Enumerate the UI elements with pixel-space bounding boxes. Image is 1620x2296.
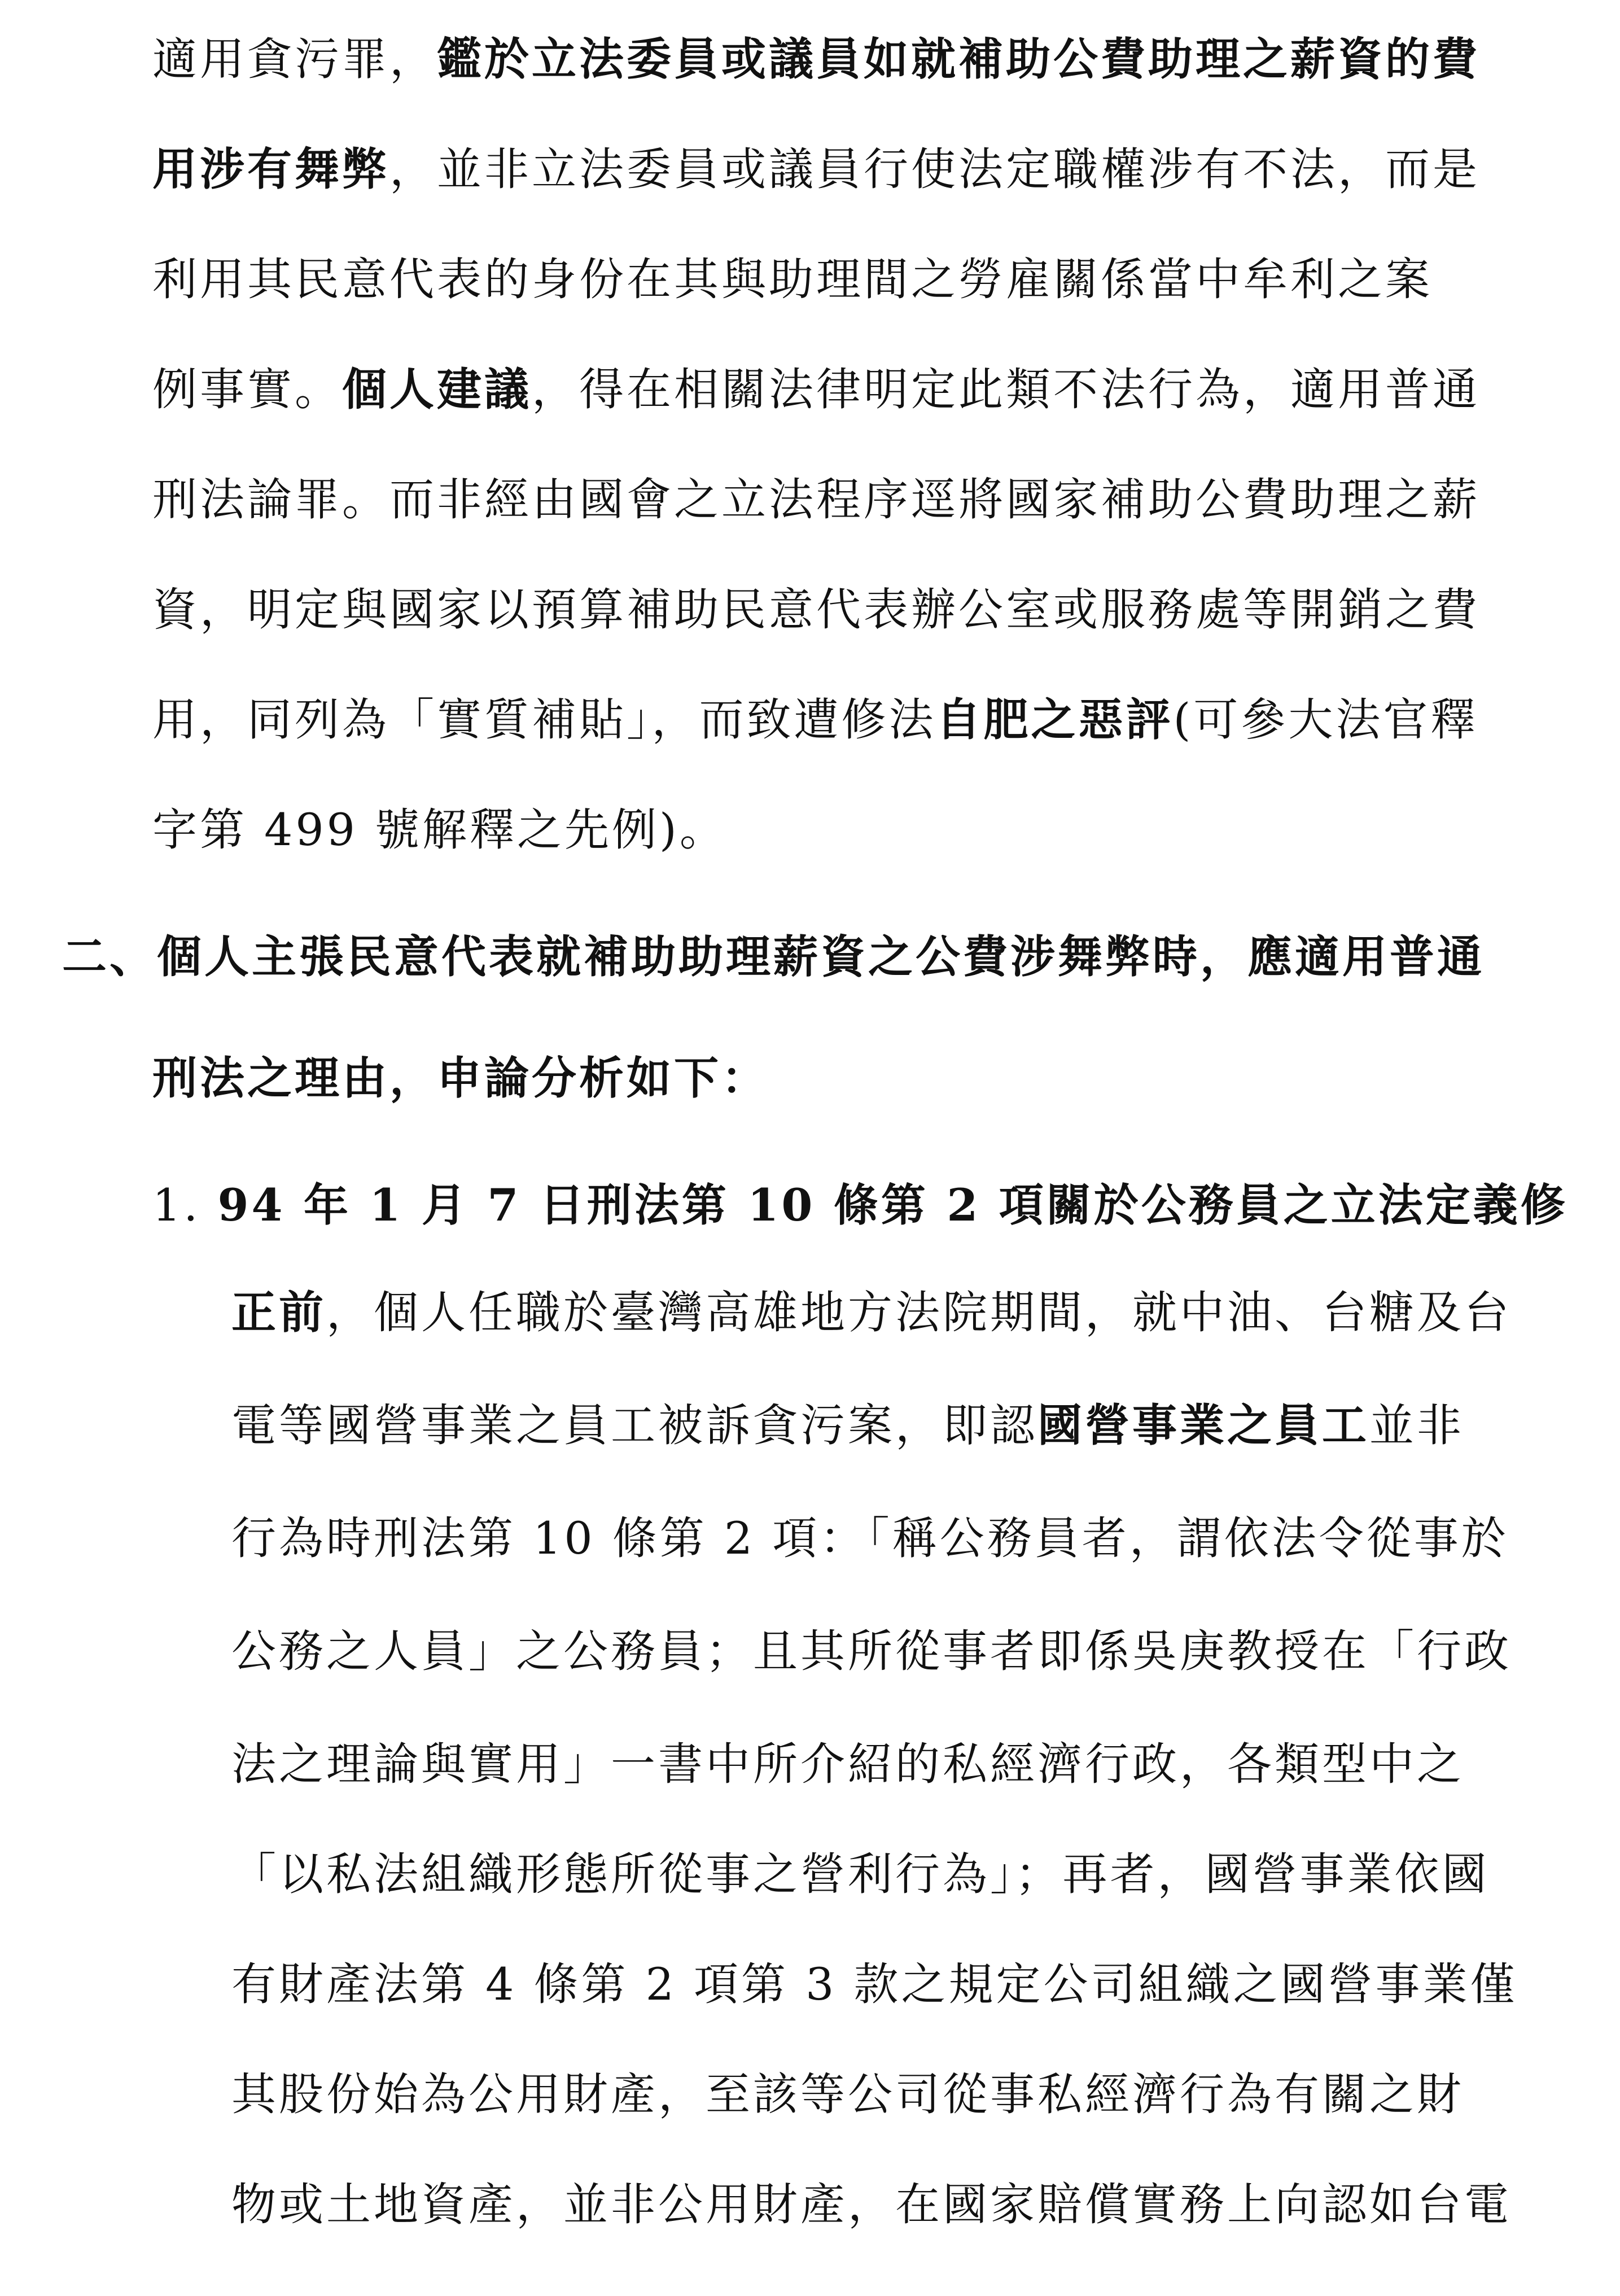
text-segment: 資，明定與國家以預算補助民意代表辦公室或服務處等開銷之費	[152, 584, 1480, 636]
section-heading	[152, 1036, 769, 1121]
bold-text-segment: 刑法之理由，申論分析如下：	[152, 1052, 769, 1104]
text-segment: 「以私法組織形態所從事之營利行為」；再者，國營事業依國	[231, 1848, 1490, 1900]
bold-text-segment: 自肥之惡評	[936, 693, 1174, 746]
text-segment: 適用貪污罪，	[152, 33, 437, 85]
bold-text-segment: 鑑於立法委員或議員如就補助公費助理之薪資的費	[437, 33, 1480, 85]
text-segment: 有財產法第 4 條第 2 項第 3 款之規定公司組織之國營事業僅	[231, 1958, 1518, 2010]
text-segment: (可參大法官釋	[1173, 694, 1478, 746]
text-segment: 字第 499 號解釋之先例)。	[152, 804, 727, 856]
text-segment: 利用其民意代表的身份在其與助理間之勞雇關係當中牟利之案	[152, 253, 1433, 305]
text-segment: 刑法論罪。而非經由國會之立法程序逕將國家補助公費助理之薪	[152, 474, 1480, 526]
text-segment: ，並非立法委員或議員行使法定職權涉有不法，而是	[389, 143, 1480, 195]
text-line	[152, 127, 1480, 212]
text-segment: 1.	[152, 1179, 218, 1231]
text-line	[152, 677, 1478, 762]
bold-text-segment: 個人建議	[342, 363, 532, 416]
bold-text-segment: 94 年 1 月 7 日刑法第 10 條第 2 項關於公務員之立法定義修	[217, 1179, 1568, 1231]
text-line	[231, 1496, 1509, 1581]
text-segment: 物或土地資產，並非公用財產，在國家賠償實務上向認如台電	[231, 2179, 1512, 2231]
text-segment: 公務之人員」之公務員；且其所從事者即係吳庚教授在「行政	[231, 1625, 1512, 1677]
section-heading	[62, 915, 1485, 999]
text-line	[152, 347, 1480, 432]
bold-text-segment: 正前	[231, 1286, 326, 1339]
text-line	[152, 457, 1480, 542]
text-segment: 行為時刑法第 10 條第 2 項：「稱公務員者，謂依法令從事於	[231, 1512, 1509, 1564]
text-segment: 並非	[1369, 1400, 1464, 1451]
bold-text-segment: 用涉有舞弊	[152, 143, 389, 195]
text-line	[231, 1832, 1490, 1917]
text-segment: ，得在相關法律明定此類不法行為，適用普通	[532, 364, 1480, 416]
text-line	[231, 2052, 1464, 2137]
text-segment: 電等國營事業之員工被訴貪污案，即認	[231, 1400, 1037, 1451]
text-line	[231, 1609, 1512, 1694]
text-line	[152, 567, 1480, 652]
list-item-heading	[152, 1163, 1568, 1248]
text-segment: 其股份始為公用財產，至該等公司從事私經濟行為有關之財	[231, 2068, 1464, 2120]
bold-text-segment: 二、個人主張民意代表就補助助理薪資之公費涉舞弊時，應適用普通	[62, 930, 1485, 983]
text-line	[231, 2162, 1512, 2247]
text-line	[231, 1942, 1517, 2027]
text-line	[152, 237, 1433, 322]
text-segment: ，個人任職於臺灣高雄地方法院期間，就中油、台糖及台	[326, 1287, 1512, 1339]
text-line	[152, 17, 1480, 102]
text-line	[231, 1722, 1464, 1807]
text-line	[231, 1270, 1512, 1355]
text-segment: 例事實。	[152, 364, 342, 416]
text-segment: 法之理論與實用」一書中所介紹的私經濟行政，各類型中之	[231, 1738, 1464, 1790]
text-line	[152, 788, 727, 872]
text-line	[231, 1383, 1464, 1468]
bold-text-segment: 國營事業之員工	[1037, 1399, 1369, 1451]
text-segment: 用，同列為「實質補貼」，而致遭修法	[152, 694, 936, 746]
